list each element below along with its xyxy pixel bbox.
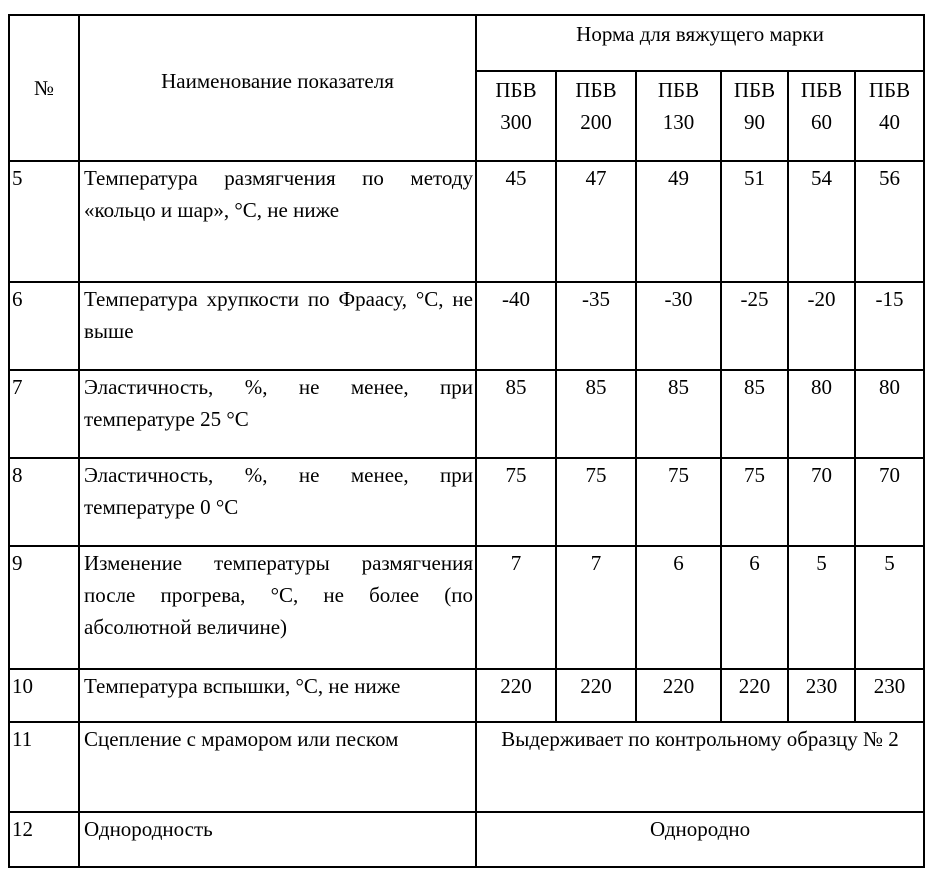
grade-prefix: ПБВ xyxy=(800,78,843,102)
grade-number: 60 xyxy=(811,110,832,134)
row-number: 11 xyxy=(9,722,79,812)
value-cell: 220 xyxy=(556,669,636,722)
grade-header xyxy=(476,71,556,161)
value-cell: 5 xyxy=(855,546,924,669)
value-cell: 75 xyxy=(556,458,636,546)
value-cell: 6 xyxy=(721,546,788,669)
value-cell: 220 xyxy=(476,669,556,722)
indicator-name: Изменение температуры размягчения после прогрева, °С, не более (по абсолютной величине) xyxy=(79,546,476,669)
grade-prefix: ПБВ xyxy=(657,78,700,102)
value-cell: 54 xyxy=(788,161,855,282)
value-cell: -15 xyxy=(855,282,924,370)
row-number: 10 xyxy=(9,669,79,722)
grade-prefix: ПБВ xyxy=(575,78,617,102)
grade-number: 40 xyxy=(879,110,901,134)
value-cell: 230 xyxy=(855,669,924,722)
value-cell: 230 xyxy=(788,669,855,722)
row-number: 8 xyxy=(9,458,79,546)
value-cell: 70 xyxy=(855,458,924,546)
indicator-name: Эластичность, %, не менее, при температуре 25 °С xyxy=(79,370,476,458)
norm-group-header: Норма для вяжущего марки xyxy=(476,15,924,71)
value-cell: 45 xyxy=(476,161,556,282)
table-row xyxy=(9,546,924,669)
value-cell: 6 xyxy=(636,546,721,669)
table-row xyxy=(9,722,924,812)
indicator-name: Температура размягчения по методу «кольцо и шар», °С, не ниже xyxy=(79,161,476,282)
value-cell: 51 xyxy=(721,161,788,282)
value-cell: 85 xyxy=(476,370,556,458)
value-cell: 7 xyxy=(556,546,636,669)
table-row xyxy=(9,282,924,370)
row-number: 5 xyxy=(9,161,79,282)
value-cell: 85 xyxy=(556,370,636,458)
value-cell: 75 xyxy=(476,458,556,546)
table-row xyxy=(9,812,924,867)
table-row xyxy=(9,458,924,546)
grade-header xyxy=(788,71,855,161)
value-cell: 70 xyxy=(788,458,855,546)
table-row xyxy=(9,669,924,722)
name-column-header: Наименование показателя xyxy=(79,15,476,161)
value-cell: -25 xyxy=(721,282,788,370)
indicator-name: Однородность xyxy=(79,812,476,867)
grade-header xyxy=(636,71,721,161)
table-row xyxy=(9,161,924,282)
value-cell: 220 xyxy=(721,669,788,722)
value-cell: 56 xyxy=(855,161,924,282)
value-cell: 7 xyxy=(476,546,556,669)
value-cell: -40 xyxy=(476,282,556,370)
grade-number: 300 xyxy=(500,110,532,134)
number-column-header: № xyxy=(9,15,79,161)
merged-value-cell: Выдерживает по контрольному образцу № 2 xyxy=(476,722,924,812)
value-cell: 47 xyxy=(556,161,636,282)
value-cell: 80 xyxy=(855,370,924,458)
indicator-name: Температура вспышки, °С, не ниже xyxy=(79,669,476,722)
value-cell: -20 xyxy=(788,282,855,370)
grade-header xyxy=(721,71,788,161)
indicator-name: Температура хрупкости по Фраасу, °С, не выше xyxy=(79,282,476,370)
grade-header xyxy=(556,71,636,161)
value-cell: 85 xyxy=(636,370,721,458)
binder-specification-table xyxy=(8,14,925,868)
value-cell: 5 xyxy=(788,546,855,669)
row-number: 7 xyxy=(9,370,79,458)
value-cell: 75 xyxy=(721,458,788,546)
value-cell: 49 xyxy=(636,161,721,282)
grade-prefix: ПБВ xyxy=(868,78,911,102)
table-row xyxy=(9,370,924,458)
grade-prefix: ПБВ xyxy=(495,78,537,102)
value-cell: 220 xyxy=(636,669,721,722)
value-cell: -35 xyxy=(556,282,636,370)
header-row-1 xyxy=(9,15,924,71)
value-cell: 75 xyxy=(636,458,721,546)
row-number: 9 xyxy=(9,546,79,669)
merged-value-cell: Однородно xyxy=(476,812,924,867)
grade-number: 200 xyxy=(580,110,612,134)
row-number: 12 xyxy=(9,812,79,867)
grade-number: 130 xyxy=(662,110,695,134)
value-cell: 80 xyxy=(788,370,855,458)
grade-header xyxy=(855,71,924,161)
indicator-name: Эластичность, %, не менее, при температуре 0 °С xyxy=(79,458,476,546)
grade-number: 90 xyxy=(744,110,765,134)
indicator-name: Сцепление с мрамором или песком xyxy=(79,722,476,812)
value-cell: -30 xyxy=(636,282,721,370)
grade-prefix: ПБВ xyxy=(733,78,776,102)
row-number: 6 xyxy=(9,282,79,370)
value-cell: 85 xyxy=(721,370,788,458)
